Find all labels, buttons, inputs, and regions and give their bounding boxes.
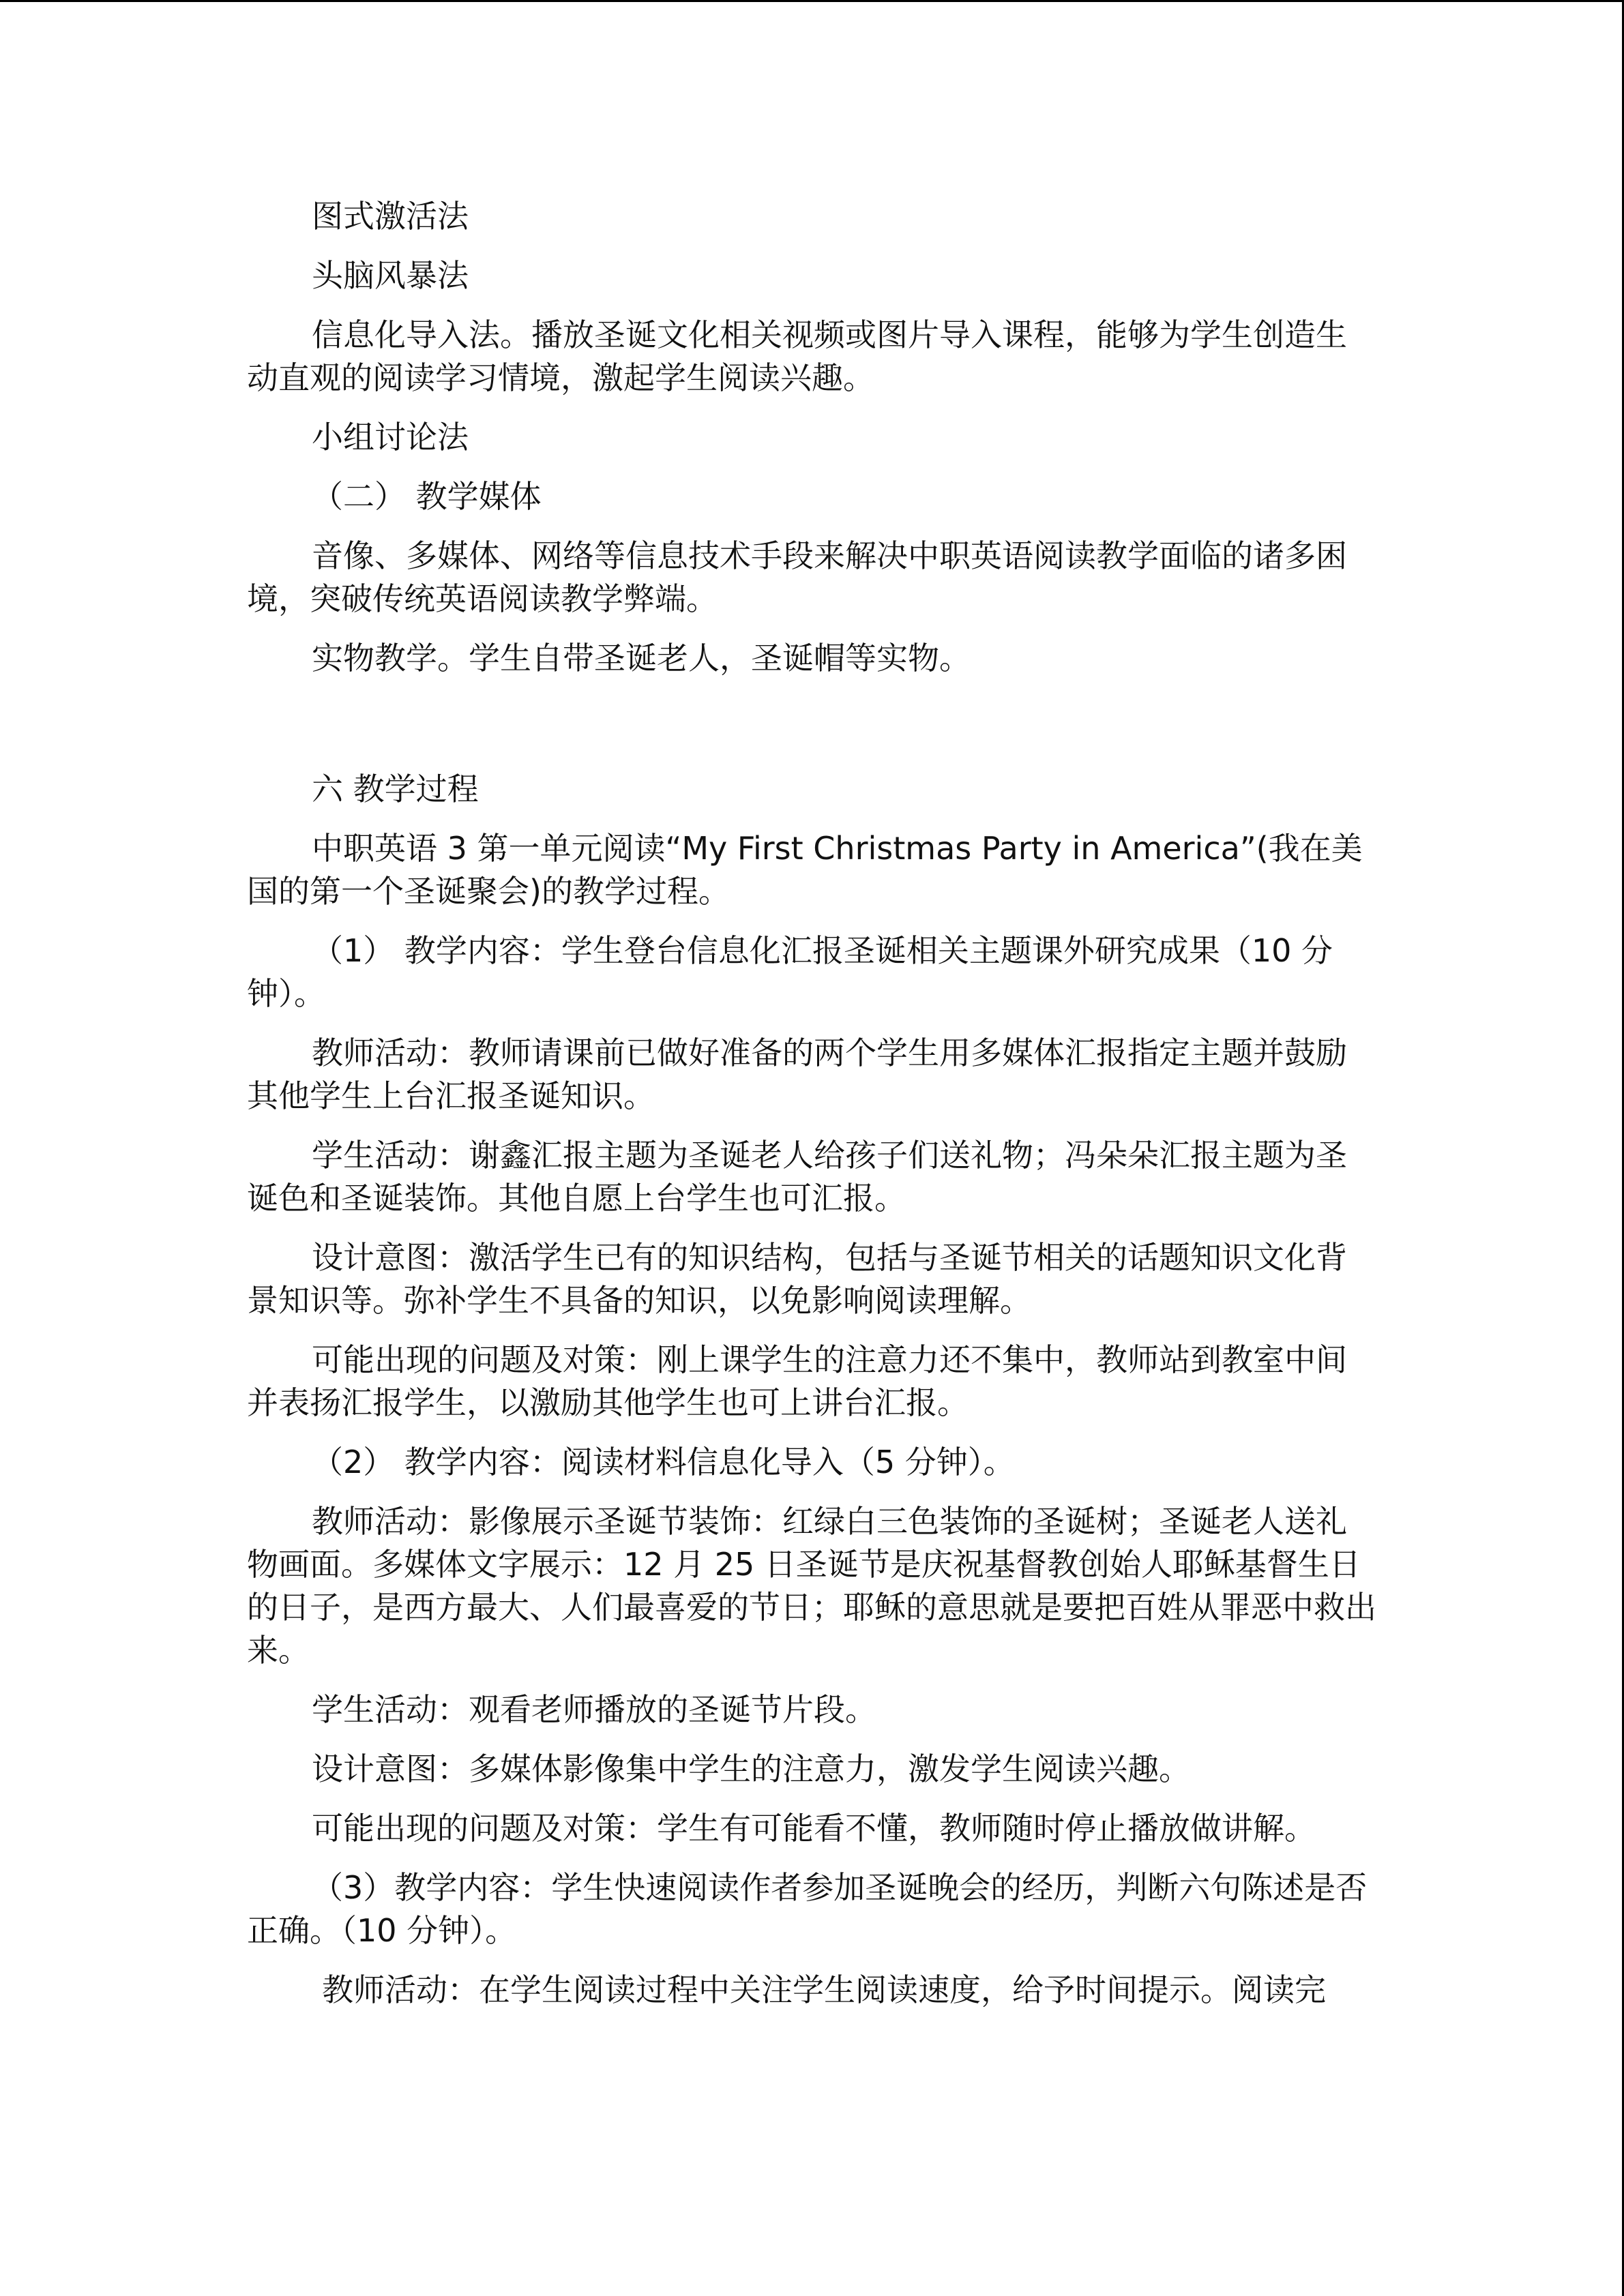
paragraph: 头脑风暴法 xyxy=(312,257,469,294)
section-heading: 六 教学过程 xyxy=(312,771,479,807)
paragraph: 学生活动：观看老师播放的圣诞节片段。 xyxy=(312,1691,876,1728)
paragraph: （1） 教学内容：学生登台信息化汇报圣诞相关主题课外研究成果（10 分钟）。 xyxy=(247,932,1333,1012)
paragraph: 可能出现的问题及对策：学生有可能看不懂，教师随时停止播放做讲解。 xyxy=(312,1810,1316,1847)
paragraph: 图式激活法 xyxy=(312,198,469,235)
paragraph: 可能出现的问题及对策：刚上课学生的注意力还不集中，教师站到教室中间并表扬汇报学生，以激励其他学生也可上讲台汇报。 xyxy=(247,1341,1347,1421)
paragraph: 学生活动：谢鑫汇报主题为圣诞老人给孩子们送礼物；冯朵朵汇报主题为圣诞色和圣诞装饰。其他自愿上台学生也可汇报。 xyxy=(247,1137,1347,1217)
paragraph: 教师活动：教师请课前已做好准备的两个学生用多媒体汇报指定主题并鼓励其他学生上台汇报圣诞知识。 xyxy=(247,1034,1347,1114)
paragraph: 信息化导入法。播放圣诞文化相关视频或图片导入课程，能够为学生创造生动直观的阅读学习情境，激起学生阅读兴趣。 xyxy=(247,316,1347,396)
paragraph: 小组讨论法 xyxy=(312,419,469,456)
paragraph: 教师活动：影像展示圣诞节装饰：红绿白三色装饰的圣诞树；圣诞老人送礼物画面。多媒体文字展示：12 月 25 日圣诞节是庆祝基督教创始人耶稣基督生日的日子，是西方最大、人们最喜爱的节日；耶稣的意思就是要把百姓从罪恶中救出来。 xyxy=(247,1503,1376,1669)
spacer xyxy=(247,696,1378,768)
paragraph: 设计意图：多媒体影像集中学生的注意力，激发学生阅读兴趣。 xyxy=(312,1750,1190,1787)
paragraph: （2） 教学内容：阅读材料信息化导入（5 分钟）。 xyxy=(312,1444,1015,1480)
document-body xyxy=(247,195,1378,2028)
paragraph: 教师活动：在学生阅读过程中关注学生阅读速度，给予时间提示。阅读完 xyxy=(322,1971,1326,2008)
paragraph: （3）教学内容：学生快速阅读作者参加圣诞晚会的经历，判断六句陈述是否正确。（10 分钟）。 xyxy=(247,1869,1368,1949)
paragraph: 设计意图：激活学生已有的知识结构，包括与圣诞节相关的话题知识文化背景知识等。弥补学生不具备的知识，以免影响阅读理解。 xyxy=(247,1239,1347,1319)
section-heading: （二） 教学媒体 xyxy=(312,478,542,515)
paragraph: 实物教学。学生自带圣诞老人，圣诞帽等实物。 xyxy=(312,640,971,676)
paragraph: 音像、多媒体、网络等信息技术手段来解决中职英语阅读教学面临的诸多困境，突破传统英语阅读教学弊端。 xyxy=(247,537,1347,617)
paragraph: 中职英语 3 第一单元阅读“My First Christmas Party in America”(我在美国的第一个圣诞聚会)的教学过程。 xyxy=(247,830,1363,910)
